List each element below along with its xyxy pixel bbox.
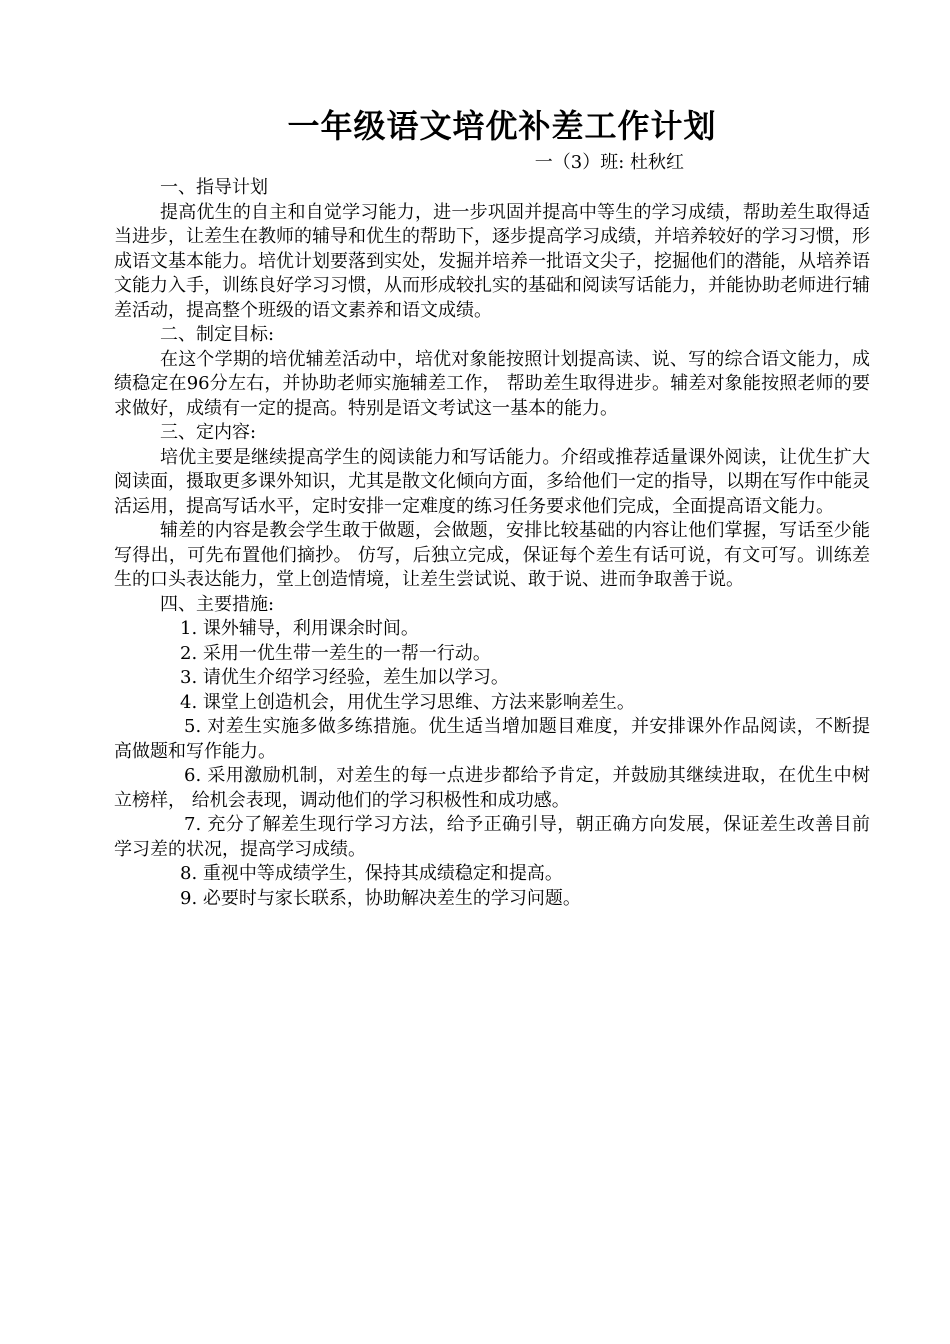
class-teacher-byline: 一（3）班: 杜秋红: [534, 152, 684, 173]
measure-item: 4. 课堂上创造机会，用优生学习思维、方法来影响差生。: [180, 691, 635, 713]
measure-item: 1. 课外辅导，利用课余时间。: [180, 618, 419, 639]
measure-item: 5. 对差生实施多做多练措施。优生适当增加题目难度，并安排课外作品阅读，不断提高做题和写作能力。: [114, 716, 870, 762]
guidance-plan-paragraph: 提高优生的自主和自觉学习能力，进一步巩固并提高中等生的学习成绩，帮助差生取得适当进步，让差生在教师的辅导和优生的帮助下，逐步提高学习成绩，并培养较好的学习习惯，形成语文基本能力。培优计划要落到实处，发掘并培养一批语文尖子，挖掘他们的潜能，从培养语文能力入手，训练良好学习习惯，从而形成较扎实的基础和阅读写话能力，并能协助老师进行辅差活动，提高整个班级的语文素养和语文成绩。: [114, 201, 870, 321]
section-heading-goals: 二、制定目标:: [160, 324, 275, 345]
section-heading-guidance-plan: 一、指导计划: [160, 177, 268, 198]
measure-item: 6. 采用激励机制，对差生的每一点进步都给予肯定，并鼓励其继续进取，在优生中树立榜样， 给机会表现，调动他们的学习积极性和成功感。: [114, 765, 870, 811]
measure-item: 8. 重视中等成绩学生，保持其成绩稳定和提高。: [180, 863, 563, 884]
measure-item: 9. 必要时与家长联系，协助解决差生的学习问题。: [180, 887, 581, 909]
goals-paragraph: 在这个学期的培优辅差活动中，培优对象能按照计划提高读、说、写的综合语文能力，成绩稳定在96分左右，并协助老师实施辅差工作， 帮助差生取得进步。辅差对象能按照老师的要求做好，成绩有一定的提高。特别是语文考试这一基本的能力。: [114, 348, 870, 419]
document-page: [114, 100, 870, 911]
content-paragraph-remedial: 辅差的内容是教会学生敢于做题，会做题，安排比较基础的内容让他们掌握，写话至少能写得出，可先布置他们摘抄。 仿写，后独立完成，保证每个差生有话可说，有文可写。训练差生的口头表达能力，堂上创造情境，让差生尝试说、敢于说、进而争取善于说。: [114, 520, 870, 590]
measure-item: 3. 请优生介绍学习经验，差生加以学习。: [180, 667, 509, 688]
content-paragraph-advanced: 培优主要是继续提高学生的阅读能力和写话能力。介绍或推荐适量课外阅读，让优生扩大阅读面，摄取更多课外知识，尤其是散文化倾向方面，多给他们一定的指导，以期在写作中能灵活运用，提高写话水平，定时安排一定难度的练习任务要求他们完成，全面提高语文能力。: [114, 446, 870, 517]
measure-item: 7. 充分了解差生现行学习方法，给予正确引导，朝正确方向发展，保证差生改善目前学习差的状况，提高学习成绩。: [114, 814, 870, 860]
document-title: 一年级语文培优补差工作计划: [287, 107, 717, 145]
measure-item: 2. 采用一优生带一差生的一帮一行动。: [180, 642, 491, 664]
section-heading-measures: 四、主要措施:: [160, 593, 275, 615]
section-heading-content: 三、定内容:: [160, 422, 257, 443]
